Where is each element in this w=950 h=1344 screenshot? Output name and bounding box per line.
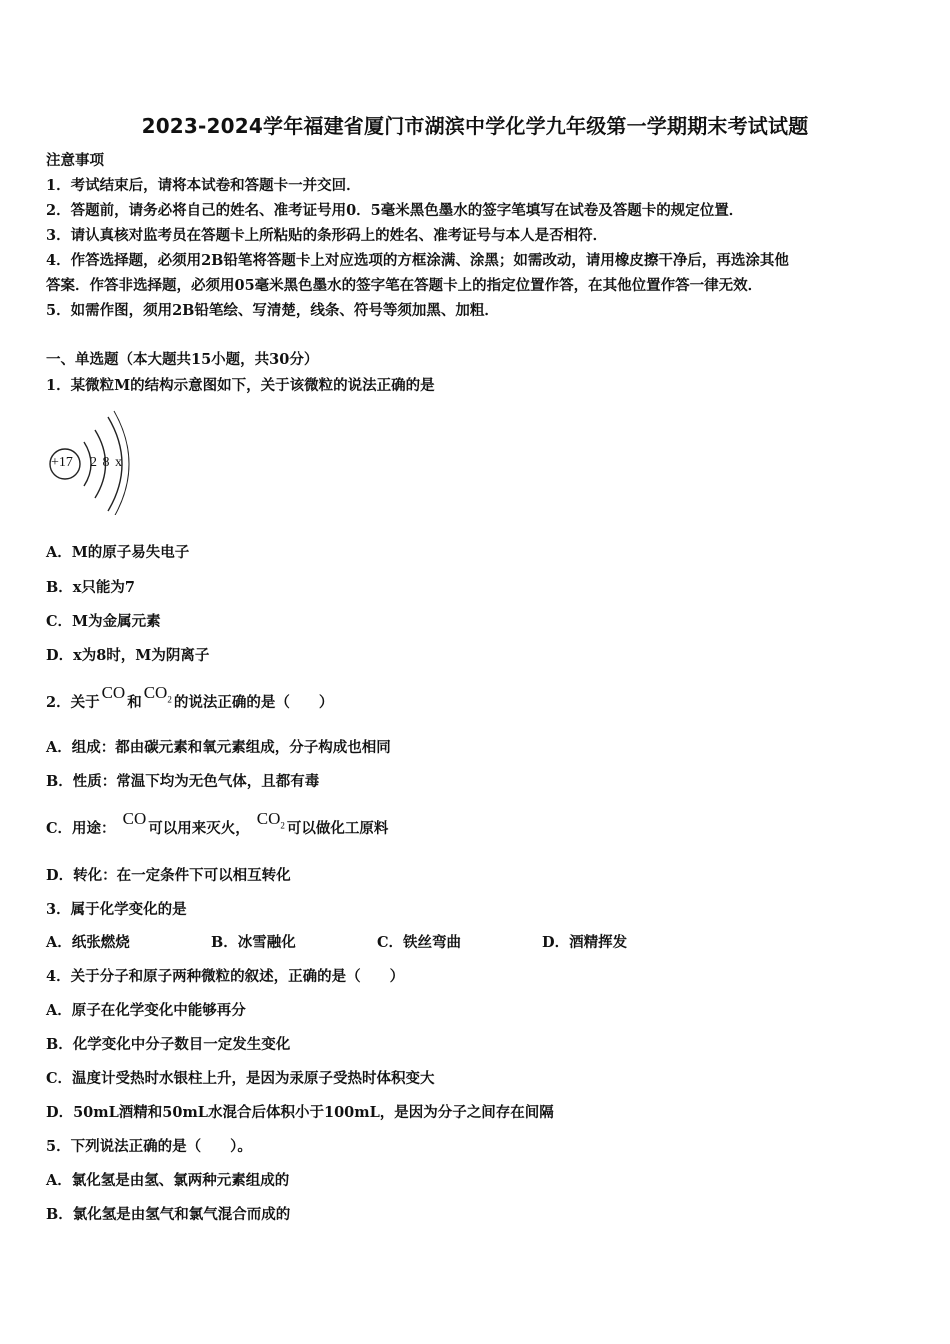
formula-co2: $CO_2$ bbox=[256, 809, 285, 831]
stem-mid: 和 bbox=[127, 694, 142, 711]
option-a: A．氯化氢是由氢、氯两种元素组成的 bbox=[46, 1172, 290, 1189]
option-b: B．化学变化中分子数目一定发生变化 bbox=[46, 1036, 291, 1053]
notice-heading: 注意事项 bbox=[46, 152, 104, 169]
formula-co: CO bbox=[101, 683, 126, 702]
notice-item: 1．考试结束后，请将本试卷和答题卡一并交回． bbox=[46, 177, 361, 194]
notice-item: 3．请认真核对监考员在答题卡上所粘贴的条形码上的姓名、准考证号与本人是否相符． bbox=[46, 227, 608, 244]
electron-shell-counts: 2 8 x bbox=[90, 455, 122, 470]
option-c: C．M为金属元素 bbox=[46, 613, 161, 630]
option-c-prefix: C．用途： bbox=[46, 820, 116, 837]
option-a: A．组成：都由碳元素和氧元素组成，分子构成也相同 bbox=[46, 739, 391, 756]
formula-co2: $CO_2$ bbox=[143, 683, 172, 705]
option-d: D．转化：在一定条件下可以相互转化 bbox=[46, 867, 291, 884]
option-b: B．x只能为7 bbox=[46, 579, 135, 596]
option-b: B．冰雪融化 bbox=[211, 934, 296, 951]
question-stem: 3．属于化学变化的是 bbox=[46, 901, 187, 918]
question-stem: 4．关于分子和原子两种微粒的叙述，正确的是（ ） bbox=[46, 968, 405, 985]
notice-item: 答案．作答非选择题，必须用05毫米黑色墨水的签字笔在答题卡上的指定位置作答，在其他位置作答一律无效． bbox=[46, 277, 763, 294]
question-stem: 5．下列说法正确的是（ ）。 bbox=[46, 1138, 252, 1155]
question-stem bbox=[46, 683, 334, 718]
nucleus-charge-label: +17 bbox=[51, 455, 73, 470]
notice-item: 4．作答选择题，必须用2B铅笔将答题卡上对应选项的方框涂满、涂黑；如需改动，请用橡皮擦干净后，再选涂其他 bbox=[46, 252, 789, 269]
option-a: A．M的原子易失电子 bbox=[46, 544, 190, 561]
option-a: A．纸张燃烧 bbox=[46, 934, 130, 951]
option-c-mid: 可以用来灭火， bbox=[148, 820, 250, 837]
option-a: A．原子在化学变化中能够再分 bbox=[46, 1002, 246, 1019]
option-c: C．温度计受热时水银柱上升，是因为汞原子受热时体积变大 bbox=[46, 1070, 435, 1087]
option-d: D．x为8时，M为阴离子 bbox=[46, 647, 210, 664]
section-heading: 一、单选题（本大题共15小题，共30分） bbox=[46, 351, 319, 368]
notice-item: 5．如需作图，须用2B铅笔绘、写清楚，线条、符号等须加黑、加粗． bbox=[46, 302, 499, 319]
option-d: D．50mL酒精和50mL水混合后体积小于100mL，是因为分子之间存在间隔 bbox=[46, 1104, 554, 1121]
option-d: D．酒精挥发 bbox=[542, 934, 628, 951]
option-b: B．氯化氢是由氢气和氯气混合而成的 bbox=[46, 1206, 291, 1223]
exam-title: 2023-2024学年福建省厦门市湖滨中学化学九年级第一学期期末考试试题 bbox=[141, 114, 809, 138]
atom-structure-diagram bbox=[40, 405, 140, 515]
notice-item: 2．答题前，请务必将自己的姓名、准考证号用0．5毫米黑色墨水的签字笔填写在试卷及答题卡的规定位置． bbox=[46, 202, 744, 219]
option-c: C．铁丝弯曲 bbox=[377, 934, 462, 951]
option-c bbox=[46, 809, 389, 844]
stem-prefix: 2．关于 bbox=[46, 694, 100, 711]
stem-suffix: 的说法正确的是（ ） bbox=[173, 694, 334, 711]
option-c-suffix: 可以做化工原料 bbox=[286, 820, 389, 837]
question-stem: 1．某微粒M的结构示意图如下，关于该微粒的说法正确的是 bbox=[46, 377, 435, 394]
option-b: B．性质：常温下均为无色气体，且都有毒 bbox=[46, 773, 320, 790]
formula-co: CO bbox=[122, 809, 147, 828]
